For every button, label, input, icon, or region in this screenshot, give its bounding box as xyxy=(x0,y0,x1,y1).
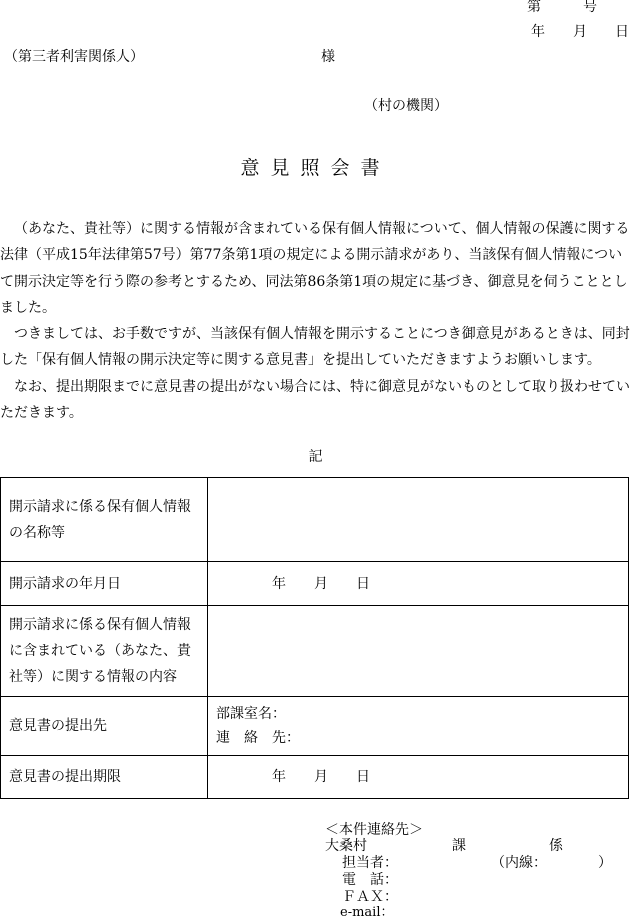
submit-to-contact: 連 絡 先： xyxy=(216,730,300,746)
table-row xyxy=(1,756,629,799)
body-paragraph-2: つきましては、お手数ですが、当該保有個人情報を開示することにつき御意見があるときは、同封した「保有個人情報の開示決定等に関する意見書」を提出していただきますようお願いします。 xyxy=(0,326,630,369)
table-row xyxy=(1,562,629,606)
contact-extension-close: ） xyxy=(598,855,612,871)
contact-division: 課 xyxy=(452,838,466,854)
contact-phone-label: 電 話： xyxy=(342,872,398,888)
row-value-info-content xyxy=(208,606,629,697)
body-paragraph-1: （あなた、貴社等）に関する情報が含まれている保有個人情報について、個人情報の保護に関する法律（平成15年法律第57号）第77条第1項の規定による開示請求があり、当該保有個人情報について開示決定等を行う際の参考とするため、同法第86条第1項の規定に基づき、御意見を伺うこととしました。 xyxy=(0,221,630,316)
document-title: 意見照会書 xyxy=(240,157,391,179)
row-value-submit-to xyxy=(208,697,629,756)
table-row xyxy=(1,606,629,697)
row-label-request-date: 開示請求の年月日 xyxy=(1,562,208,606)
document-date: 年 月 日 xyxy=(531,24,629,40)
recipient-label: （第三者利害関係人） xyxy=(4,49,144,65)
recipient-honorific: 様 xyxy=(321,49,335,65)
row-label-info-name: 開示請求に係る保有個人情報の名称等 xyxy=(1,478,208,562)
body-paragraph-3: なお、提出期限までに意見書の提出がない場合には、特に御意見がないものとして取り扱わせていただきます。 xyxy=(0,378,630,422)
contact-heading: ＜本件連絡先＞ xyxy=(325,822,423,838)
contact-section: 係 xyxy=(549,838,563,854)
ki-label: 記 xyxy=(308,449,323,465)
deadline-value: 年 月 日 xyxy=(272,769,370,785)
table-row xyxy=(1,697,629,756)
sender-label: （村の機関） xyxy=(364,98,448,114)
contact-person-label: 担当者： xyxy=(342,855,398,871)
table-row xyxy=(1,478,629,562)
row-value-deadline xyxy=(208,756,629,799)
row-value-request-date xyxy=(208,562,629,606)
contact-email-label: e-mail： xyxy=(340,905,394,920)
submit-to-department: 部課室名： xyxy=(216,706,286,722)
contact-village: 大桑村 xyxy=(325,838,367,854)
contact-extension-label: （内線： xyxy=(491,855,547,871)
request-date-value: 年 月 日 xyxy=(272,575,370,592)
row-value-info-name xyxy=(208,478,629,562)
body-text xyxy=(0,216,631,426)
document-number: 第 号 xyxy=(527,0,597,15)
row-label-info-content: 開示請求に係る保有個人情報に含まれている（あなた、貴社等）に関する情報の内容 xyxy=(1,606,208,697)
row-label-submit-to: 意見書の提出先 xyxy=(1,697,208,756)
row-label-deadline: 意見書の提出期限 xyxy=(1,756,208,799)
info-table xyxy=(0,477,629,799)
contact-fax-label: ＦＡＸ： xyxy=(342,889,398,905)
